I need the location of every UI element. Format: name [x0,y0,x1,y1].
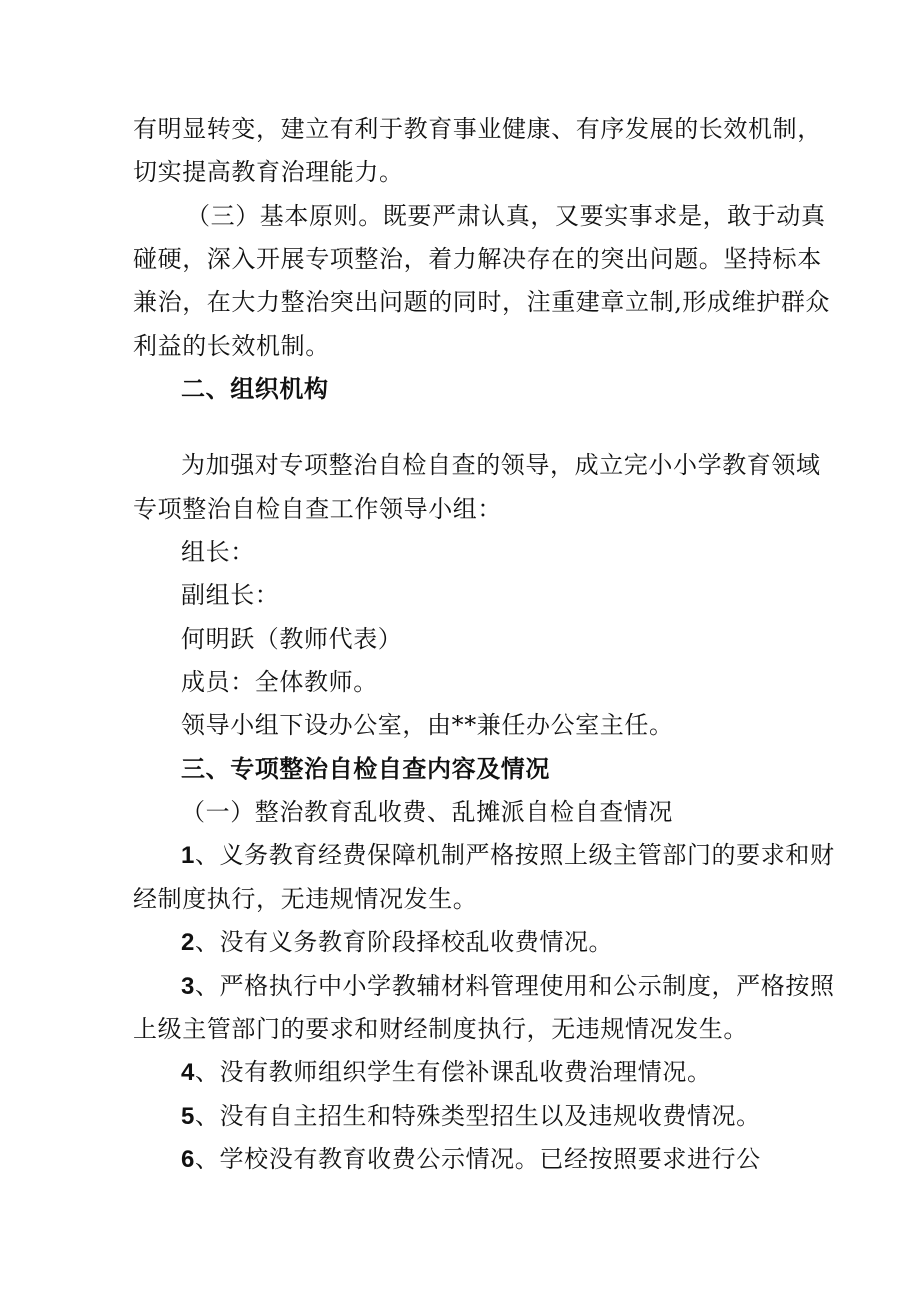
paragraph-line: 成员：全体教师。 [181,668,378,696]
section-heading: 二、组织机构 [181,374,329,403]
paragraph-line: 兼治，在大力整治突出问题的同时，注重建章立制,形成维护群众 [133,288,831,316]
item-text: 、没有教师组织学生有偿补课乱收费治理情况。 [194,1058,712,1086]
item-text: 、学校没有教育收费公示情况。已经按照要求进行公 [194,1145,761,1173]
paragraph-line: 有明显转变，建立有利于教育事业健康、有序发展的长效机制， [133,115,822,143]
paragraph-line: 专项整治自检自查工作领导小组： [133,495,502,523]
item-text: 、严格执行中小学教辅材料管理使用和公示制度，严格按照 [194,972,835,1000]
item-number: 5 [181,1103,195,1130]
paragraph-line: 经制度执行，无违规情况发生。 [133,885,478,913]
item-number: 4 [181,1059,195,1086]
item-number: 2 [181,929,195,956]
list-item [181,840,835,871]
item-number: 6 [181,1146,195,1173]
paragraph-line: 副组长： [181,581,280,609]
paragraph-line: 组长： [181,538,255,566]
list-item [181,927,613,958]
paragraph-line: 碰硬，深入开展专项整治，着力解决存在的突出问题。坚持标本 [133,245,822,273]
list-item [181,971,835,1002]
item-text: 、没有自主招生和特殊类型招生以及违规收费情况。 [194,1102,761,1130]
paragraph-line: 为加强对专项整治自检自查的领导，成立完小小学教育领域 [181,451,821,479]
subsection-heading: （一）整治教育乱收费、乱摊派自检自查情况 [181,798,673,826]
paragraph-line: 何明跃（教师代表） [181,625,403,653]
paragraph-line: 切实提高教育治理能力。 [133,158,404,186]
paragraph-line: 利益的长效机制。 [133,332,330,360]
list-item [181,1144,761,1175]
paragraph-line: 上级主管部门的要求和财经制度执行，无违规情况发生。 [133,1015,748,1043]
section-heading: 三、专项整治自检自查内容及情况 [181,754,550,783]
item-number: 1 [181,842,195,869]
item-number: 3 [181,973,195,1000]
list-item [181,1057,712,1088]
item-text: 、没有义务教育阶段择校乱收费情况。 [194,928,614,956]
paragraph-line: 领导小组下设办公室，由**兼任办公室主任。 [181,711,674,739]
item-text: 、义务教育经费保障机制严格按照上级主管部门的要求和财 [194,841,835,869]
list-item [181,1101,761,1132]
paragraph-line: （三）基本原则。既要严肃认真，又要实事求是，敢于动真 [186,202,826,230]
